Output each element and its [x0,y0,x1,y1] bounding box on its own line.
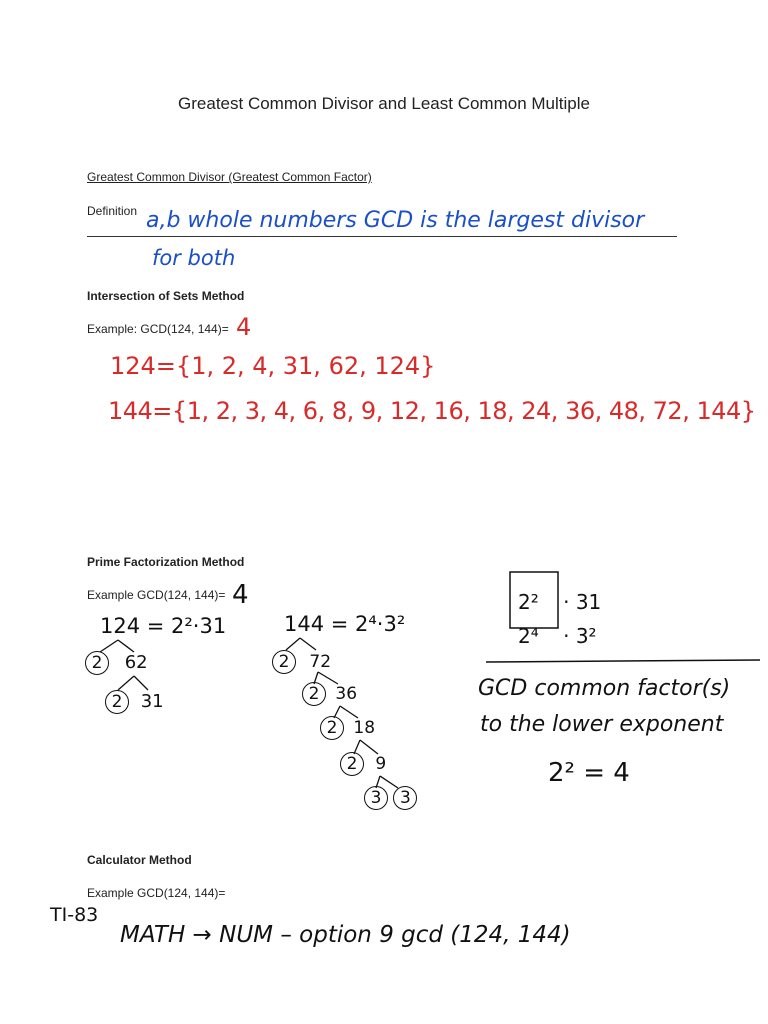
branch-144-2 [314,672,338,684]
branch-144-4 [354,740,378,754]
intersection-example: Example: GCD(124, 144)= [87,322,229,336]
intersection-heading: Intersection of Sets Method [87,289,245,303]
branch-144-5 [376,776,398,788]
calculator-device: TI-83 [50,904,99,926]
definition-handwriting-1: a,b whole numbers GCD is the largest divisor [146,208,645,233]
separator-line [486,660,760,662]
note-line-1: GCD common factor(s) [478,676,731,701]
gcd-heading: Greatest Common Divisor (Greatest Common Factor) [87,170,372,184]
box-row2 [518,624,597,648]
definition-label: Definition [87,204,138,218]
box-power: 2² [518,590,539,614]
branch-124-1 [100,640,134,652]
tree-144-top: 144 = 2⁴·3² [284,612,406,636]
prime-example: Example GCD(124, 144)= [87,588,226,602]
branch-124-2 [118,676,148,690]
circled-factor: 2 [85,651,109,675]
circled-factor: 2 [272,650,296,674]
box-remainder: · 31 [563,590,602,614]
set-124: 124={1, 2, 4, 31, 62, 124} [110,352,436,380]
branch-144-3 [334,706,358,718]
note-line-2: to the lower exponent [480,712,724,737]
calculator-heading: Calculator Method [87,853,192,867]
circled-factor: 3 [393,786,417,810]
circled-factor: 2 [340,752,364,776]
circled-factor: 2 [320,716,344,740]
calculator-steps: MATH → NUM – option 9 gcd (124, 144) [120,922,571,948]
box-power: 2⁴ [518,624,539,648]
tree-value: 36 [335,684,358,704]
tree-124-top: 124 = 2²·31 [100,614,227,638]
prime-heading: Prime Factorization Method [87,555,245,569]
prime-answer: 4 [232,580,249,610]
gcd-result: 2² = 4 [548,758,630,788]
calculator-example: Example GCD(124, 144)= [87,886,226,900]
branch-144-1 [286,638,316,650]
circled-factor: 2 [302,682,326,706]
circled-factor: 3 [364,786,388,810]
definition-handwriting-2: for both [152,246,236,270]
box-row1 [518,590,601,614]
circled-factor: 2 [105,690,129,714]
intersection-answer: 4 [236,313,252,341]
tree-value: 72 [309,652,332,672]
tree-value: 62 [124,652,148,673]
box-remainder: · 3² [563,624,597,648]
tree-value: 31 [140,691,164,712]
tree-value: 9 [375,754,387,774]
page-title: Greatest Common Divisor and Least Common Multiple [178,94,590,113]
set-144: 144={1, 2, 3, 4, 6, 8, 9, 12, 16, 18, 24, 36, 48, 72, 144} [108,397,756,425]
tree-value: 18 [353,718,376,738]
